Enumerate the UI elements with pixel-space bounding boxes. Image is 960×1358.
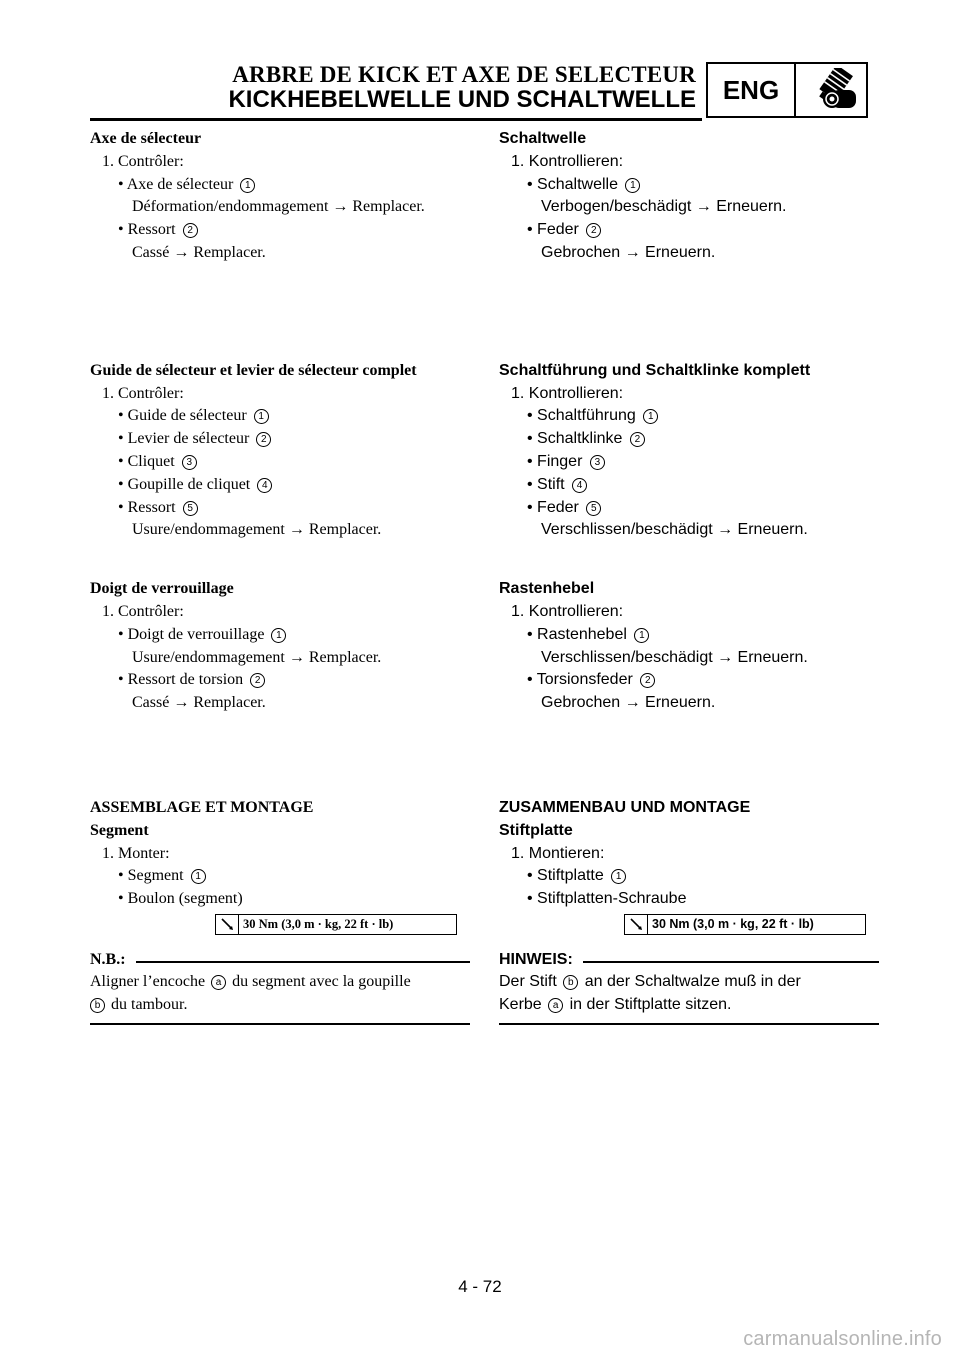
bullet-item: • Schaltwelle 1 — [499, 174, 879, 197]
callout-number: 1 — [240, 178, 255, 193]
torque-spec — [215, 914, 457, 935]
torque-wrench-icon — [625, 915, 648, 934]
callout-number: 3 — [590, 455, 605, 470]
step: 1. Montieren: — [511, 844, 605, 862]
step: 1. Kontrollieren: — [511, 602, 624, 620]
callout-number: 4 — [257, 478, 272, 493]
page-number: 4 - 72 — [458, 1277, 502, 1296]
callout-number: 3 — [182, 455, 197, 470]
note-header — [90, 949, 470, 971]
bullet-item: • Cliquet 3 — [90, 451, 470, 474]
callout-letter: b — [563, 975, 578, 990]
bullet-item: • Stiftplatte 1 — [499, 865, 879, 888]
header-title-fr: ARBRE DE KICK ET AXE DE SELECTEUR — [232, 62, 696, 87]
bullet-item: • Segment 1 — [90, 865, 470, 888]
callout-number: 1 — [271, 628, 286, 643]
result-text: Usure/endommagement → Remplacer. — [132, 648, 382, 666]
callout-letter: a — [548, 998, 563, 1013]
result-text: Cassé → Remplacer. — [132, 694, 266, 712]
callout-number: 2 — [250, 673, 265, 688]
column-french — [90, 128, 470, 1025]
note-end-rule — [499, 1023, 879, 1026]
torque-spec — [624, 914, 866, 935]
step: 1. Contrôler: — [102, 152, 184, 170]
callout-number: 2 — [586, 223, 601, 238]
bullet-item: • Rastenhebel 1 — [499, 624, 879, 647]
bullet-item: • Schaltklinke 2 — [499, 428, 879, 451]
step: 1. Kontrollieren: — [511, 384, 624, 402]
section-title: Schaltführung und Schaltklinke komplett — [499, 361, 811, 379]
callout-number: 4 — [572, 478, 587, 493]
section-title: Stiftplatte — [499, 821, 573, 839]
torque-value: 30 Nm (3,0 m · kg, 22 ft · lb) — [243, 916, 394, 931]
bullet-item: • Boulon (segment) — [118, 890, 243, 908]
result-text: Déformation/endommagement → Remplacer. — [132, 198, 425, 216]
callout-number: 1 — [643, 409, 658, 424]
callout-number: 5 — [183, 501, 198, 516]
bullet-item: • Feder 5 — [499, 497, 879, 520]
callout-number: 1 — [254, 409, 269, 424]
callout-number: 5 — [586, 501, 601, 516]
bullet-item: • Guide de sélecteur 1 — [90, 405, 470, 428]
result-text: Verschlissen/beschädigt → Erneuern. — [541, 648, 808, 666]
badge-label: ENG — [708, 64, 796, 116]
header-title-de: KICKHEBELWELLE UND SCHALTWELLE — [228, 86, 696, 113]
callout-number: 2 — [183, 223, 198, 238]
section-heading: ZUSAMMENBAU UND MONTAGE — [499, 798, 751, 816]
step: 1. Contrôler: — [102, 384, 184, 402]
result-text: Gebrochen → Erneuern. — [541, 243, 716, 261]
step: 1. Contrôler: — [102, 602, 184, 620]
bullet-item: • Ressort 2 — [90, 219, 470, 242]
bullet-item: • Ressort de torsion 2 — [90, 669, 470, 692]
bullet-item: • Goupille de cliquet 4 — [90, 474, 470, 497]
section-title: Guide de sélecteur et levier de sélecteur complet — [90, 361, 417, 379]
callout-number: 2 — [256, 432, 271, 447]
note-label: HINWEIS: — [499, 950, 573, 968]
torque-wrench-icon — [216, 915, 239, 934]
bullet-item: • Schaltführung 1 — [499, 405, 879, 428]
bullet-item: • Doigt de verrouillage 1 — [90, 624, 470, 647]
section-title: Doigt de verrouillage — [90, 580, 234, 598]
bullet-item: • Torsionsfeder 2 — [499, 669, 879, 692]
callout-number: 2 — [640, 673, 655, 688]
callout-number: 1 — [634, 628, 649, 643]
section-heading: ASSEMBLAGE ET MONTAGE — [90, 798, 314, 816]
engine-icon — [796, 64, 866, 116]
note-header — [499, 949, 879, 971]
callout-letter: a — [211, 975, 226, 990]
section-title: Segment — [90, 821, 149, 839]
callout-number: 1 — [191, 869, 206, 884]
bullet-item: • Feder 2 — [499, 219, 879, 242]
section-title: Axe de sélecteur — [90, 130, 202, 147]
note-rule — [136, 961, 470, 964]
note-text: Aligner l’encoche a du segment avec la goupille b du tambour. — [90, 972, 411, 1013]
result-text: Gebrochen → Erneuern. — [541, 694, 716, 712]
note-label: N.B.: — [90, 950, 126, 968]
section-badge — [706, 62, 868, 118]
note-end-rule — [90, 1023, 470, 1026]
step: 1. Kontrollieren: — [511, 152, 624, 170]
result-text: Verschlissen/beschädigt → Erneuern. — [541, 521, 808, 539]
section-title: Rastenhebel — [499, 580, 595, 598]
note-rule — [583, 961, 879, 964]
bullet-item: • Axe de sélecteur 1 — [90, 174, 470, 197]
step: 1. Monter: — [102, 844, 170, 862]
bullet-item: • Ressort 5 — [90, 497, 470, 520]
column-german — [499, 128, 879, 1025]
torque-value: 30 Nm (3,0 m · kg, 22 ft · lb) — [652, 916, 814, 931]
bullet-item: • Finger 3 — [499, 451, 879, 474]
callout-number: 1 — [611, 869, 626, 884]
callout-number: 1 — [625, 178, 640, 193]
note-text: Der Stift b an der Schaltwalze muß in der Kerbe a in der Stiftplatte sitzen. — [499, 972, 801, 1013]
callout-number: 2 — [630, 432, 645, 447]
bullet-item: • Levier de sélecteur 2 — [90, 428, 470, 451]
watermark: carmanualsonline.info — [743, 1328, 942, 1350]
bullet-item: • Stift 4 — [499, 474, 879, 497]
section-title: Schaltwelle — [499, 130, 587, 147]
callout-letter: b — [90, 998, 105, 1013]
result-text: Cassé → Remplacer. — [132, 243, 266, 261]
result-text: Verbogen/beschädigt → Erneuern. — [541, 198, 787, 216]
header-rule — [90, 118, 702, 121]
bullet-item: • Stiftplatten-Schraube — [527, 890, 687, 908]
result-text: Usure/endommagement → Remplacer. — [132, 521, 382, 539]
